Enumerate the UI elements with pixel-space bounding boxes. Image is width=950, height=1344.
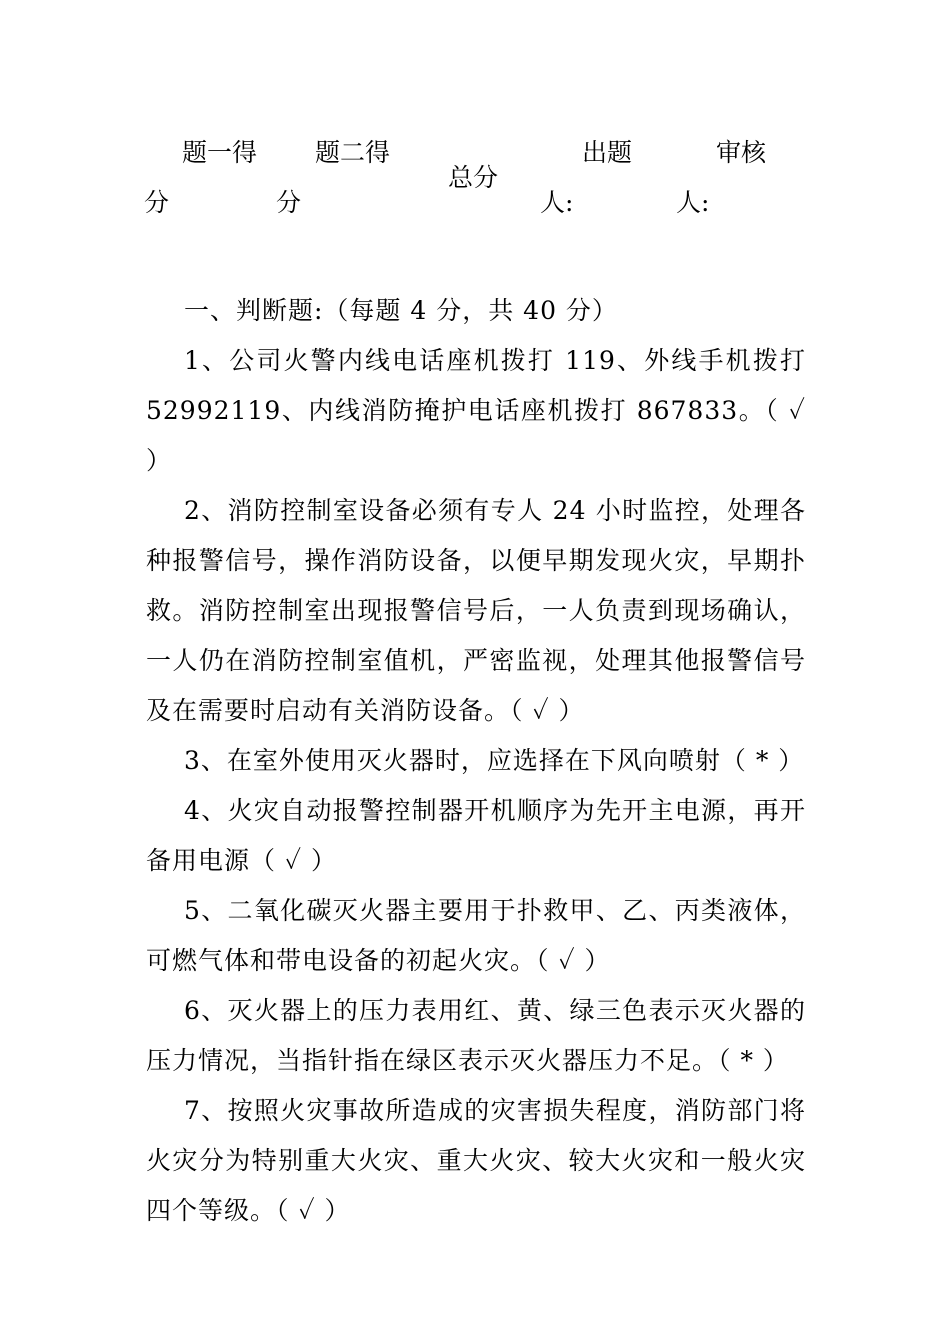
reviewer-label: 审核 xyxy=(716,138,767,167)
question-author-label: 出题 xyxy=(582,138,633,167)
question-item: 3、在室外使用灭火器时，应选择在下风向喷射（ * ） xyxy=(184,746,805,775)
score-q1-label: 题一得 xyxy=(182,138,258,167)
question-item: 2、消防控制室设备必须有专人 24 小时监控，处理各种报警信号，操作消防设备，以便早期发现火灾，早期扑救。消防控制室出现报警信号后，一人负责到现场确认，一人仍在消防控制室值机，严密监视，处理其他报警信号及在需要时启动有关消防设备。（ ✓ ） xyxy=(146,496,806,725)
score-q2-label-suffix: 分 xyxy=(276,188,302,217)
question-section xyxy=(146,286,806,1236)
question-author-label-suffix: 人: xyxy=(540,188,574,217)
question-item: 4、火灾自动报警控制器开机顺序为先开主电源，再开备用电源（ ✓ ） xyxy=(146,796,806,875)
score-q2-label: 题二得 xyxy=(315,138,391,167)
question-item: 7、按照火灾事故所造成的灾害损失程度，消防部门将火灾分为特别重大火灾、重大火灾、较大火灾和一般火灾四个等级。（ ✓ ） xyxy=(146,1096,806,1225)
question-item: 1、公司火警内线电话座机拨打 119、外线手机拨打 52992119、内线消防掩护电话座机拨打 867833。（ ✓ ） xyxy=(146,346,806,475)
question-item: 6、灭火器上的压力表用红、黄、绿三色表示灭火器的压力情况，当指针指在绿区表示灭火器压力不足。（ * ） xyxy=(146,996,806,1075)
section-heading: 一、判断题:（每题 4 分，共 40 分） xyxy=(184,296,618,325)
total-score-label: 总分 xyxy=(448,163,499,192)
score-q1-label-suffix: 分 xyxy=(144,188,170,217)
question-item: 5、二氧化碳灭火器主要用于扑救甲、乙、丙类液体，可燃气体和带电设备的初起火灾。（ ✓ ） xyxy=(146,896,806,975)
reviewer-label-suffix: 人: xyxy=(676,188,710,217)
